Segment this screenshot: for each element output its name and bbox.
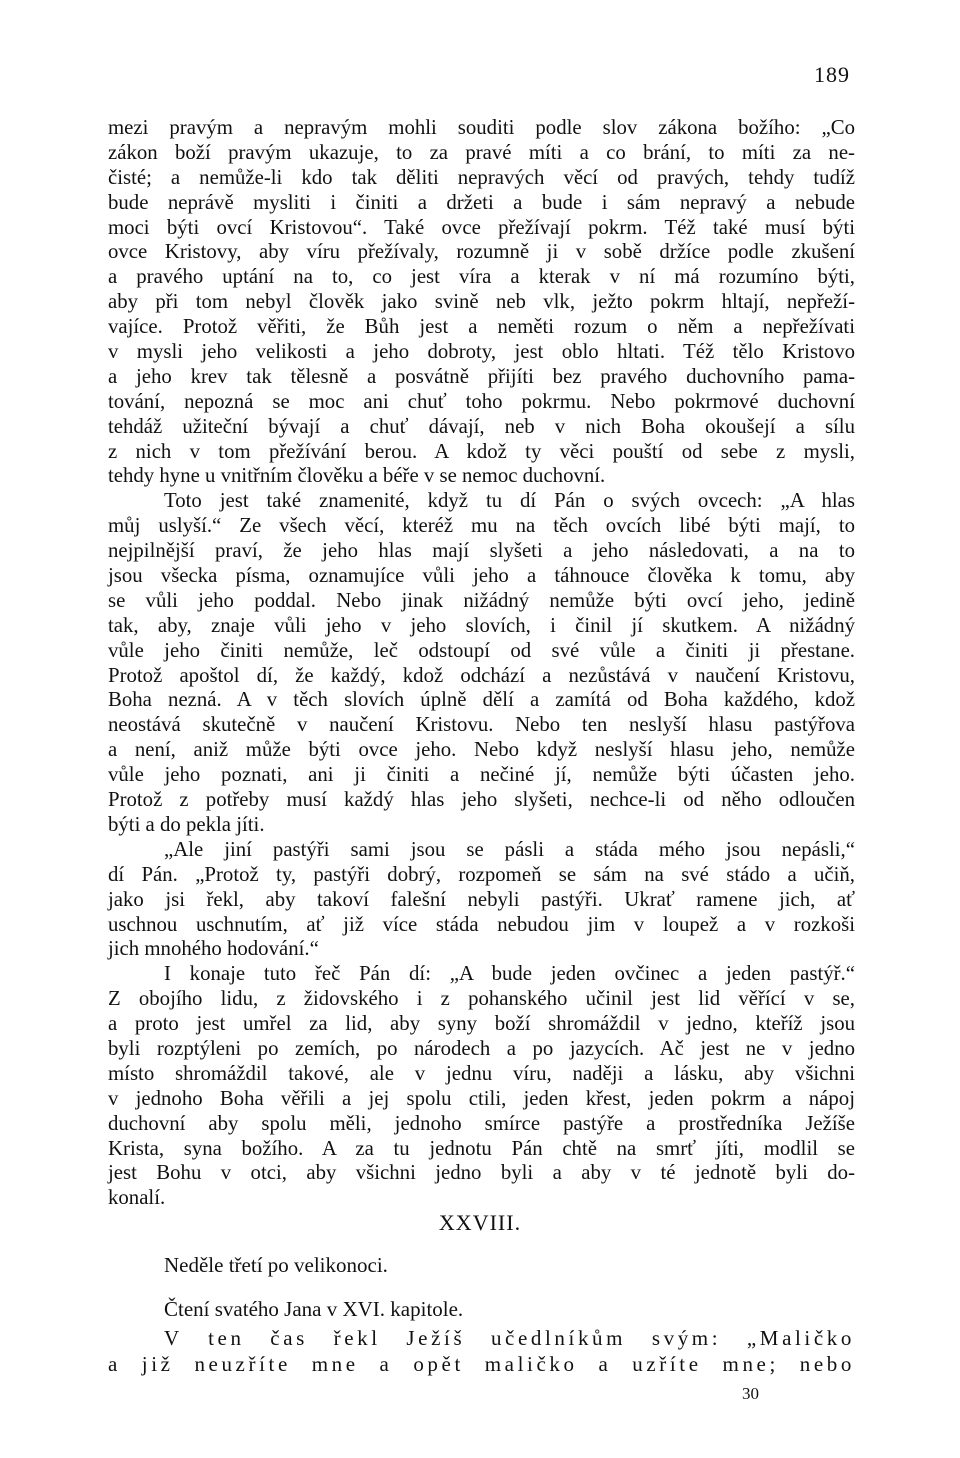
text-line: můj uslyší.“ Ze všech věcí, kteréž mu na těch ovcích libé býti mají, to bbox=[108, 514, 855, 538]
subheading-reading: Čtení svatého Jana v XVI. kapitole. bbox=[164, 1297, 464, 1321]
text-line: býti a do pekla jíti. bbox=[108, 812, 265, 836]
text-line: zákon boží pravým ukazuje, to za pravé míti a co brání, to míti za ne- bbox=[108, 140, 855, 164]
text-line: tování, nepozná se moc ani chuť toho pokrmu. Nebo pokrmové duchovní bbox=[108, 389, 855, 413]
text-line: tak, aby, znaje vůli jeho v jeho slovích, i činil jí skutkem. A nižádný bbox=[108, 613, 855, 637]
text-line: moci býti ovcí Kristovou“. Také ovce přežívají pokrm. Též také musí býti bbox=[108, 215, 855, 239]
text-line: a není, aniž může býti ovce jeho. Nebo když neslyší hlasu jeho, nemůže bbox=[108, 738, 855, 762]
text-line: a jeho krev tak tělesně a posvátně přijíti bez pravého duchovního pama- bbox=[108, 364, 855, 388]
text-line: jsou všecka písma, oznamujíce vůli jeho a táhnouce člověka k tomu, aby bbox=[108, 564, 855, 588]
text-line: se vůli jeho poddal. Nebo jinak nižádný nemůže býti ovcí jeho, jedině bbox=[108, 588, 855, 612]
text-line: jich mnohého hodování.“ bbox=[108, 937, 319, 961]
paragraph bbox=[108, 489, 855, 837]
text-line: jako jsi řekl, aby takoví falešní nebyli pastýři. Ukrať ramene jich, ať bbox=[108, 887, 855, 911]
text-line: v jednoho Boha věřili a jej spolu ctili, jeden křest, jeden pokrm a nápoj bbox=[108, 1086, 855, 1110]
text-line: a proto jest umřel za lid, aby syny boží shromáždil v jedno, kteříž jsou bbox=[108, 1012, 855, 1036]
text-line: čisté; a nemůže-li kdo tak děliti nepravých věcí od pravých, tehdy tudíž bbox=[108, 165, 855, 189]
subheading-sunday: Neděle třetí po velikonoci. bbox=[164, 1253, 388, 1277]
text-line: byli rozptýleni po zemích, po národech a po jazycích. Ač jest ne v jedno bbox=[108, 1036, 855, 1060]
text-line: Protož z potřeby musí každý hlas jeho slyšeti, nechce-li od něho odloučen bbox=[108, 788, 855, 812]
text-line: Krista, syna božího. A za tu jednotu Pán chtě na smrť jíti, modlil se bbox=[108, 1136, 855, 1160]
text-line: uschnou uschnutím, ať již více stáda nebudou jim v loupež a v rozkoši bbox=[108, 912, 855, 936]
text-line: bude neprávě mysliti i činiti a držeti a bude i sám nepravý a nebude bbox=[108, 190, 855, 214]
text-line: jest Bohu v otci, aby všichni jedno byli a aby v té jednotě byli do- bbox=[108, 1161, 855, 1185]
text-line: Z obojího lidu, z židovského i z pohanského učinil jest lid věřící v se, bbox=[108, 987, 855, 1011]
paragraph bbox=[108, 116, 855, 489]
text-line: z nich v tom přežívání berou. A kdož ty věci pouští od sebe z mysli, bbox=[108, 439, 855, 463]
page-number: 189 bbox=[814, 62, 850, 87]
text-line: I konaje tuto řeč Pán dí: „A bude jeden ovčinec a jeden pastýř.“ bbox=[164, 962, 855, 986]
paragraph bbox=[108, 962, 855, 1211]
text-line: vůle jeho poznati, ani ji činiti a nečiné jí, nemůže býti účasten jeho. bbox=[108, 763, 855, 787]
body-text bbox=[108, 116, 855, 1211]
text-line: vůle jeho činiti nemůže, leč odstoupí od své vůle a činiti ji přestane. bbox=[108, 638, 855, 662]
text-line: neostává skutečně v naučení Kristovu. Nebo ten neslyší hlasu pastýřova bbox=[108, 713, 855, 737]
text-line: tehdáž užiteční bývají a chuť dávají, neb v nich Boha okoušejí a sílu bbox=[108, 414, 855, 438]
chapter-heading: XXVIII. bbox=[438, 1210, 522, 1235]
text-line: nejpilnější praví, že jeho hlas mají slyšeti a jeho následovati, a na to bbox=[108, 539, 855, 563]
text-line: v mysli jeho velikosti a jeho dobroty, jest oblo hltati. Též tělo Kristovo bbox=[108, 340, 855, 364]
text-line: ovce Kristovy, aby víru přežívaly, rozumně ji v sobě držíce podle zkušení bbox=[108, 240, 855, 264]
text-line: tehdy hyne u vnitřním člověku a béře v se nemoc duchovní. bbox=[108, 464, 606, 488]
text-line: Toto jest také znamenité, když tu dí Pán o svých ovcech: „A hlas bbox=[164, 489, 855, 513]
text-line: a pravého uptání na to, co jest víra a kterak v ní má rozumíno býti, bbox=[108, 265, 855, 289]
text-line: Protož apoštol dí, že každý, kdož odchází a nezůstává v naučení Kristovu, bbox=[108, 663, 855, 687]
text-line: mezi pravým a nepravým mohli souditi podle slov zákona božího: „Co bbox=[108, 116, 855, 139]
text-line: místo shromáždil takové, ale v jednu víru, naději a lásku, aby všichni bbox=[108, 1061, 855, 1085]
text-line: dí Pán. „Protož ty, pastýři dobrý, rozpomeň se sám na své stádo a učiň, bbox=[108, 862, 855, 886]
gospel-line: a již neuzříte mne a opět maličko a uzříte mne; nebo bbox=[108, 1352, 855, 1376]
gospel-text bbox=[108, 1325, 855, 1377]
text-line: Boha nezná. A v těch slovích úplně dělí a zamítá od Boha každého, kdož bbox=[108, 688, 855, 712]
text-line: duchovní aby spolu měli, jednoho smírce pastýře a prostředníka Ježíše bbox=[108, 1111, 855, 1135]
gospel-line: V ten čas řekl Ježíš učedlníkům svým: „Maličko bbox=[164, 1326, 855, 1350]
text-line: „Ale jiní pastýři sami jsou se pásli a stáda mého jsou nepásli,“ bbox=[164, 837, 855, 861]
text-line: aby při tom nebyl člověk jako svině neb vlk, ježto pokrm hltají, nepřeží- bbox=[108, 290, 855, 314]
paragraph bbox=[108, 838, 855, 962]
signature-mark: 30 bbox=[742, 1384, 759, 1403]
text-line: vajíce. Protož věřiti, že Bůh jest a neměti rozum o něm a nepřežívati bbox=[108, 315, 855, 339]
text-line: konalí. bbox=[108, 1186, 166, 1210]
